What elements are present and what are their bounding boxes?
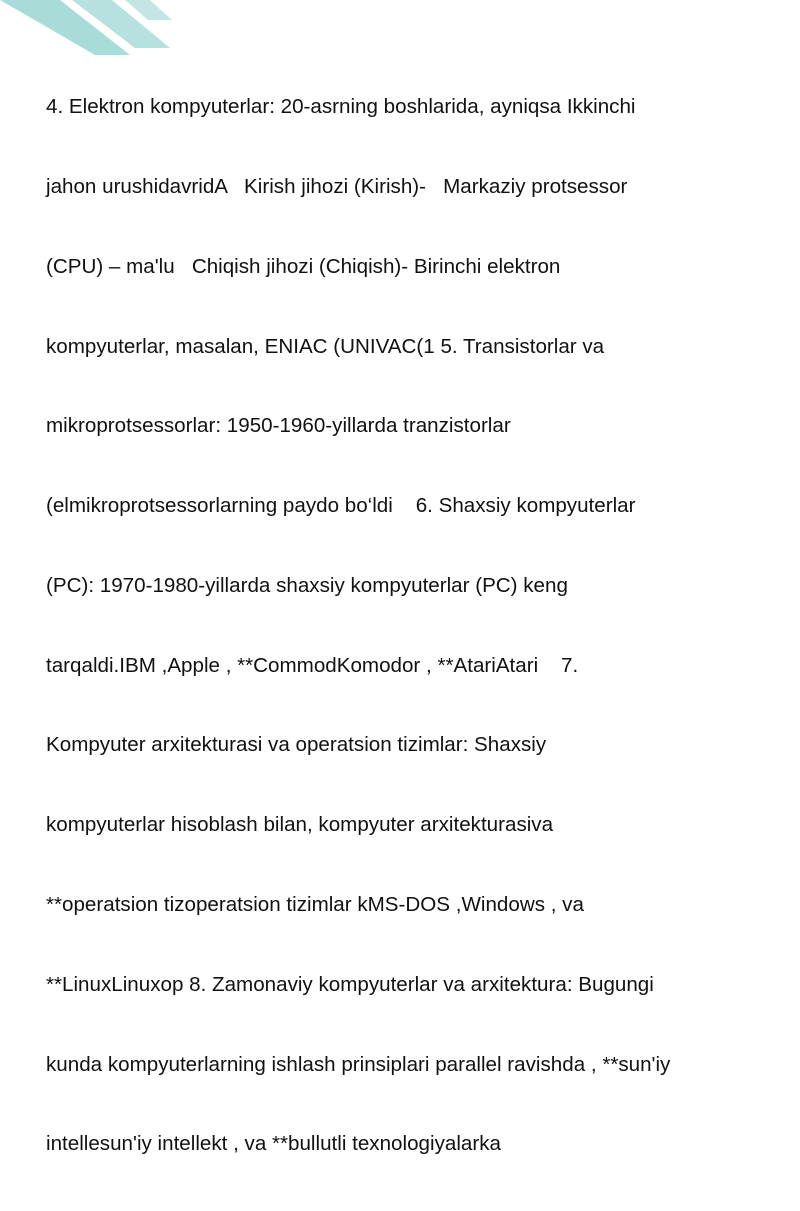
- text-line: (PC): 1970-1980-yillarda shaxsiy kompyuterlar (PC) keng: [46, 573, 568, 597]
- text-line: mikroprotsessorlar: 1950-1960-yillarda tranzistorlar: [46, 414, 511, 438]
- text-line: Kompyuter arxitekturasi va operatsion tizimlar: Shaxsiy: [46, 733, 547, 757]
- text-line: (elmikroprotsessorlarning paydo bo‘ldi 6. Shaxsiy kompyuterlar: [46, 494, 636, 518]
- text-line: **LinuxLinuxop 8. Zamonaviy kompyuterlar va arxitektura: Bugungi: [46, 972, 654, 996]
- text-line: tarqaldi.IBM ,Apple , **CommodKomodor , **AtariAtari 7.: [46, 653, 579, 677]
- text-line: kompyuterlar hisoblash bilan, kompyuter arxitekturasiva: [46, 813, 554, 837]
- text-line: jahon urushidavridA Kirish jihozi (Kirish)- Markaziy protsessor: [46, 174, 628, 198]
- slide-body-text: [46, 41, 786, 1211]
- text-line: kompyuterlar, masalan, ENIAC (UNIVAC(1 5. Transistorlar va: [46, 334, 605, 358]
- text-line: (CPU) – ma'lu Chiqish jihozi (Chiqish)- Birinchi elektron: [46, 254, 561, 278]
- text-line: 4. Elektron kompyuterlar: 20-asrning boshlarida, ayniqsa Ikkinchi: [46, 95, 636, 119]
- text-line: **operatsion tizoperatsion tizimlar kMS-DOS ,Windows , va: [46, 893, 584, 916]
- text-line: intellesun'iy intellekt , va **bullutli texnologiyalarka: [46, 1132, 501, 1156]
- text-line: kunda kompyuterlarning ishlash prinsiplari parallel ravishda , **sun'iy: [46, 1052, 671, 1076]
